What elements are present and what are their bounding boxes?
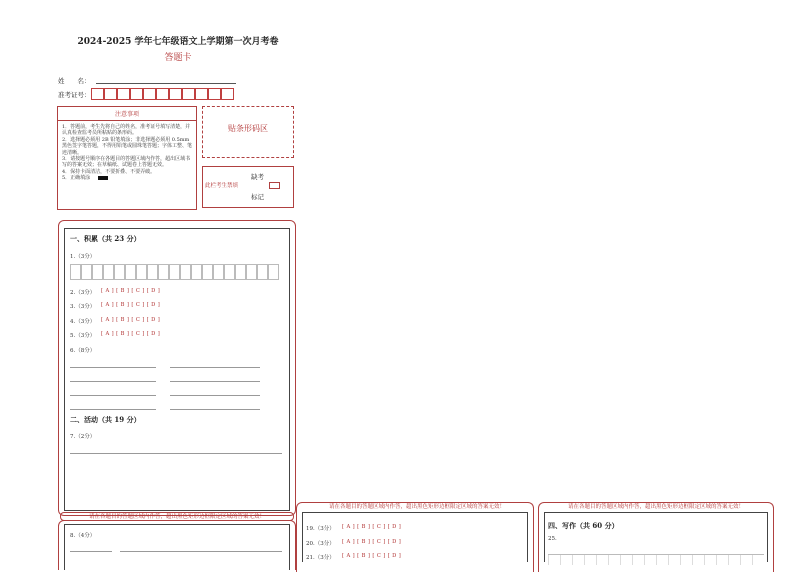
page-subtitle: 答题卡: [164, 53, 192, 63]
id-digit-box[interactable]: [182, 88, 195, 100]
answer-region-2: [64, 524, 290, 570]
q8-answer-line[interactable]: [120, 551, 282, 552]
q21-options[interactable]: [ A ] [ B ] [ C ] [ D ]: [342, 553, 402, 559]
q5-options[interactable]: [ A ] [ B ] [ C ] [ D ]: [101, 331, 161, 337]
notice-item: 3．请按题号顺序在各题目的答题区域内作答，超出区域书写的答案无效；在草稿纸、试题卷上答题无效。: [62, 156, 191, 169]
id-digit-box[interactable]: [156, 88, 169, 100]
q7-label: 7.（2分）: [70, 434, 96, 440]
q8-label: 8.（4分）: [70, 533, 96, 539]
page-title: 2024-2025 学年七年级语文上学期第一次月考卷: [77, 37, 279, 47]
id-digit-box[interactable]: [169, 88, 182, 100]
q21-label: 21.（3分）: [306, 555, 335, 561]
notice-heading: 注意事项: [114, 111, 139, 118]
id-digit-box[interactable]: [195, 88, 208, 100]
barcode-label: 贴条形码区: [228, 124, 268, 133]
id-digit-box[interactable]: [130, 88, 143, 100]
id-digit-box[interactable]: [104, 88, 117, 100]
q2-options[interactable]: [ A ] [ B ] [ C ] [ D ]: [101, 288, 161, 294]
absent-label-top: 缺考: [251, 173, 264, 181]
q5-label: 5.（3分）: [70, 333, 96, 339]
answer-region-3: [302, 512, 528, 562]
q2-label: 2.（3分）: [70, 290, 96, 296]
q1-label: 1.（3分）: [70, 254, 96, 260]
absent-box: [202, 166, 294, 208]
section1-title: 一、积累（共 23 分）: [70, 234, 141, 243]
id-digit-box[interactable]: [117, 88, 130, 100]
q25-label: 25.: [548, 536, 557, 542]
name-label: 姓 名：: [58, 77, 91, 85]
correct-fill-label: 5．正确填涂: [62, 175, 91, 182]
notice-box: [57, 106, 197, 210]
id-digit-box[interactable]: [143, 88, 156, 100]
warning-banner-1: 请在各题目的答题区域内作答，超出黑色矩形边框限定区域的答案无效！: [60, 512, 294, 521]
name-field[interactable]: [96, 83, 236, 84]
filled-mark-icon: [98, 176, 108, 180]
id-digit-box[interactable]: [91, 88, 104, 100]
warning-banner-2: 请在各题目的答题区域内作答，超出黑色矩形边框限定区域的答案无效！: [328, 504, 505, 510]
warning-banner-3: 请在各题目的答题区域内作答，超出黑色矩形边框限定区域的答案无效！: [567, 504, 744, 510]
q4-label: 4.（3分）: [70, 319, 96, 325]
notice-item: [62, 175, 192, 181]
q19-label: 19.（3分）: [306, 526, 335, 532]
notice-item: 2．选择题必须用 2B 铅笔填涂；非选择题必须用 0.5mm 黑色签字笔答题，不得用铅笔或圆珠笔答题；字体工整、笔迹清晰。: [62, 136, 193, 156]
q3-options[interactable]: [ A ] [ B ] [ C ] [ D ]: [101, 302, 161, 308]
q19-options[interactable]: [ A ] [ B ] [ C ] [ D ]: [342, 524, 402, 530]
q20-options[interactable]: [ A ] [ B ] [ C ] [ D ]: [342, 539, 402, 545]
section4-title: 四、写作（共 60 分）: [548, 521, 619, 530]
q6-label: 6.（8分）: [70, 348, 96, 354]
absent-checkbox[interactable]: [269, 182, 280, 189]
q7-answer-line[interactable]: [70, 453, 282, 454]
absent-instruction: 此栏考生禁填: [205, 183, 239, 189]
id-digit-box[interactable]: [208, 88, 221, 100]
id-digit-box[interactable]: [221, 88, 234, 100]
q8-answer-line[interactable]: [70, 551, 112, 552]
notice-item: 1．答题前，考生先将自己的姓名，准考证号填写清楚，并认真检查监考员所粘贴的条形码。: [62, 124, 191, 137]
q3-label: 3.（3分）: [70, 304, 96, 310]
barcode-area: [202, 106, 294, 158]
q20-label: 20.（3分）: [306, 541, 335, 547]
section2-title: 二、活动（共 19 分）: [70, 415, 141, 424]
q4-options[interactable]: [ A ] [ B ] [ C ] [ D ]: [101, 317, 161, 323]
notice-item: 4．保持卡面清洁，不要折叠、不要弄破。: [62, 168, 156, 175]
absent-label-bottom: 标记: [251, 193, 264, 201]
id-label: 准考证号：: [58, 91, 91, 99]
